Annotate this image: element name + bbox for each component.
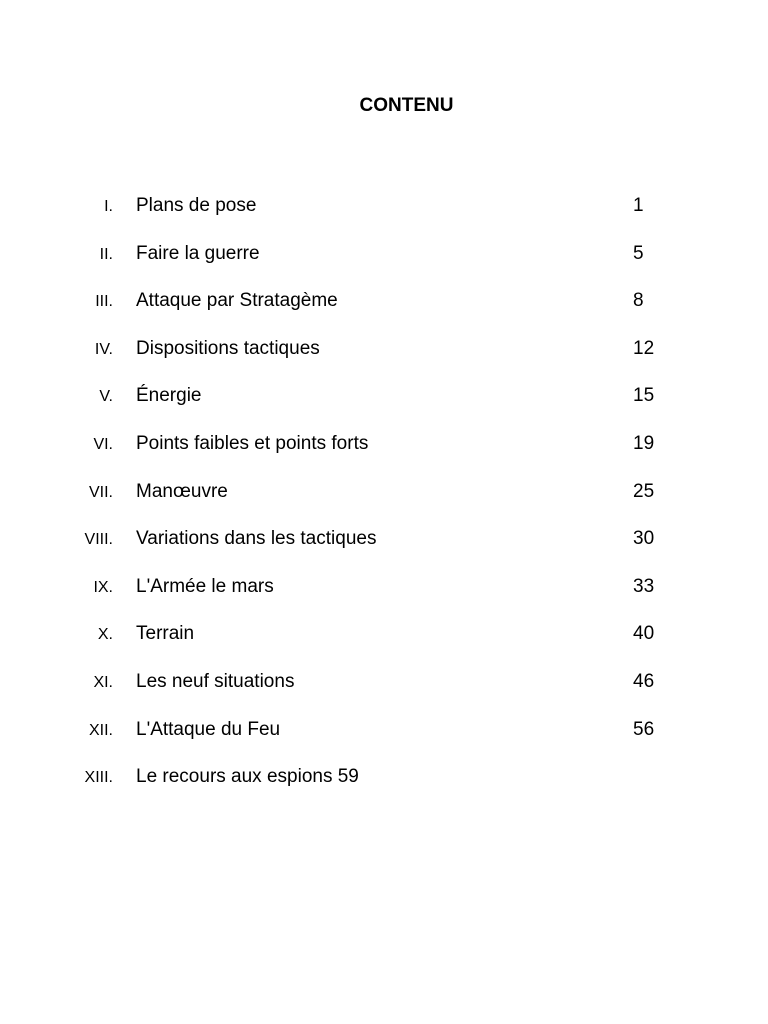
toc-entry-title: L'Attaque du Feu [136, 718, 281, 740]
toc-entry-page: 33 [633, 575, 655, 597]
toc-entry-title: Attaque par Stratagème [136, 290, 338, 312]
table-of-contents [0, 192, 768, 811]
toc-entry-page: 1 [633, 195, 644, 216]
toc-entry [0, 716, 768, 764]
toc-entry-title: Énergie [136, 385, 202, 407]
toc-entry [0, 192, 768, 240]
toc-entry-page: 46 [633, 670, 655, 692]
toc-entry-numeral: X. [97, 626, 113, 644]
toc-entry-numeral: III. [95, 293, 113, 311]
toc-entry-title: Terrain [136, 623, 195, 645]
toc-entry-page: 12 [633, 337, 655, 359]
toc-entry-numeral: XIII. [84, 769, 113, 787]
toc-entry [0, 430, 768, 478]
toc-entry [0, 525, 768, 573]
toc-entry [0, 382, 768, 430]
toc-entry-numeral: IX. [93, 578, 113, 596]
toc-entry-numeral: V. [99, 388, 113, 406]
toc-entry [0, 620, 768, 668]
toc-entry-title: Dispositions tactiques [136, 337, 320, 359]
toc-entry-page: 5 [633, 242, 644, 264]
toc-entry-page: 25 [633, 480, 655, 502]
toc-entry-numeral: IV. [94, 340, 113, 358]
toc-entry-numeral: VI. [93, 435, 113, 453]
page-title: CONTENU [359, 95, 454, 116]
toc-entry-page: 8 [633, 290, 644, 312]
toc-entry-page: 56 [633, 718, 655, 740]
toc-entry-title: Points faibles et points forts [136, 432, 369, 454]
toc-entry-title: L'Armée le mars [136, 575, 274, 597]
toc-entry-title: Manœuvre [136, 480, 228, 502]
toc-entry-title: Le recours aux espions 59 [136, 766, 359, 788]
toc-entry-numeral: VII. [88, 483, 113, 501]
toc-entry-numeral: II. [99, 245, 113, 263]
toc-entry-title: Variations dans les tactiques [136, 528, 377, 550]
toc-entry [0, 478, 768, 526]
toc-entry-page: 15 [633, 385, 655, 407]
toc-entry-numeral: XI. [93, 673, 113, 691]
toc-entry [0, 763, 768, 811]
toc-entry-title: Plans de pose [136, 195, 257, 216]
toc-entry [0, 287, 768, 335]
toc-entry-page: 19 [633, 432, 655, 454]
toc-entry-page: 40 [633, 623, 655, 645]
toc-entry-title: Faire la guerre [136, 242, 260, 264]
toc-entry [0, 335, 768, 383]
toc-entry [0, 240, 768, 288]
toc-entry [0, 573, 768, 621]
toc-entry-page: 30 [633, 528, 655, 550]
toc-entry-numeral: I. [104, 198, 113, 215]
toc-entry [0, 668, 768, 716]
toc-entry-numeral: VIII. [84, 531, 113, 549]
toc-entry-numeral: XII. [88, 721, 113, 739]
toc-entry-title: Les neuf situations [136, 670, 295, 692]
